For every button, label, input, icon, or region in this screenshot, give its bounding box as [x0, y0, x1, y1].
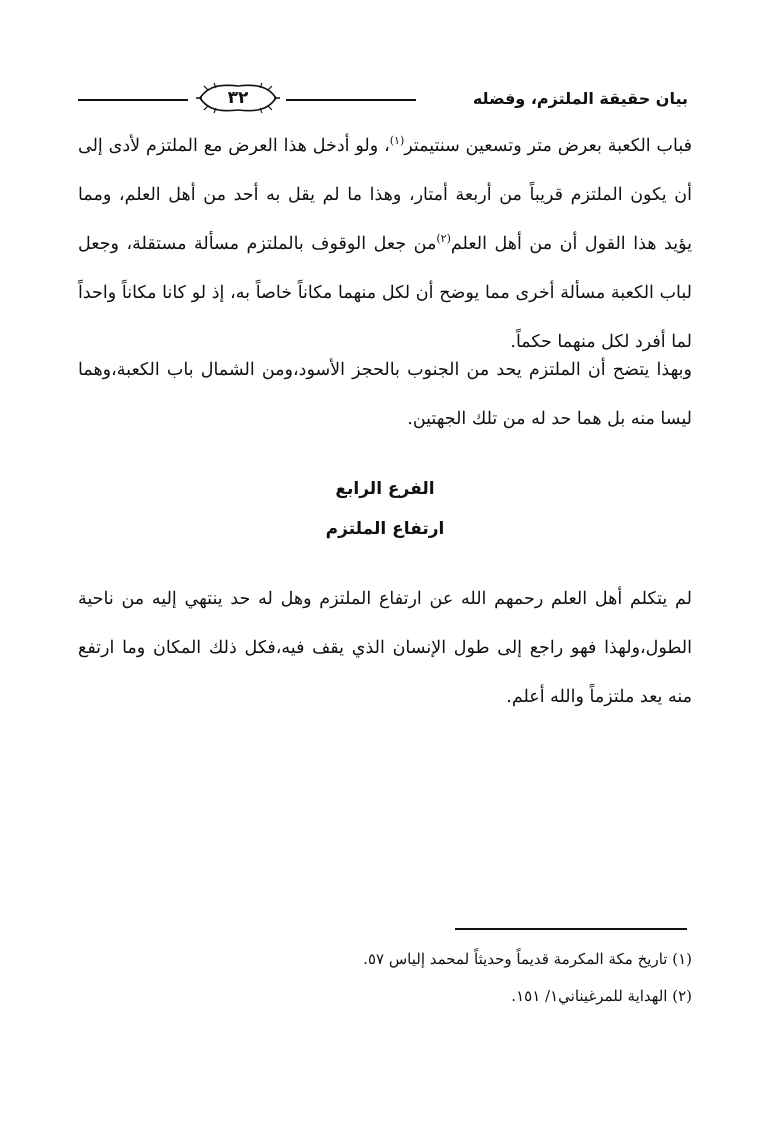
paragraph-1 [78, 122, 692, 367]
paragraph-1-text-b: ، ولو أدخل هذا العرض مع الملتزم لأدى إلى أن يكون الملتزم قريباً من أربعة أمتار، وهذا ما لم يقل به أحد من أهل العلم، ومما يؤيد هذا القول أن من أهل العلم [78, 136, 692, 254]
paragraph-1-text-c: من جعل الوقوف بالملتزم مسألة مستقلة، وجعل لباب الكعبة مسألة أخرى مما يوضح أن لكل منهما مكاناً خاصاً به، إذ لو كانا مكاناً واحداً لما أفرد لكل منهما حكماً. [78, 234, 692, 352]
header-rule-right [286, 99, 416, 101]
header-rule-left [78, 99, 188, 101]
page-number-ornament [194, 80, 282, 116]
page-number: ٣٢ [227, 88, 249, 108]
paragraph-2-text: وبهذا يتضح أن الملتزم يحد من الجنوب بالحجز الأسود،ومن الشمال باب الكعبة،وهما ليسا منه بل هما حد له من تلك الجهتين. [78, 360, 692, 429]
paragraph-1-text-a: فباب الكعبة بعرض متر وتسعين سنتيمتر [404, 136, 692, 156]
paragraph-3 [78, 575, 692, 722]
running-header [78, 84, 688, 118]
footnote-2: (٢) الهداية للمرغيناني١/ ١٥١. [511, 987, 692, 1005]
footnote-ref-1: (١) [389, 134, 405, 148]
paragraph-2 [78, 346, 692, 444]
section-heading: الفرع الرابع [335, 479, 435, 499]
footnote-separator [455, 928, 687, 930]
topic-heading: ارتفاع الملتزم [325, 519, 445, 539]
chapter-title: بيان حقيقة الملتزم، وفضله [472, 89, 688, 108]
paragraph-3-text: لم يتكلم أهل العلم رحمهم الله عن ارتفاع الملتزم وهل له حد ينتهي إليه من ناحية الطول،ولهذا فهو راجع إلى طول الإنسان الذي يقف فيه،فكل ذلك المكان وما ارتفع منه يعد ملتزماً والله أعلم. [78, 589, 692, 707]
footnote-ref-2: (٢) [436, 232, 451, 246]
footnote-1: (١) تاريخ مكة المكرمة قديماً وحديثاً لمحمد إلياس ٥٧. [363, 950, 692, 968]
